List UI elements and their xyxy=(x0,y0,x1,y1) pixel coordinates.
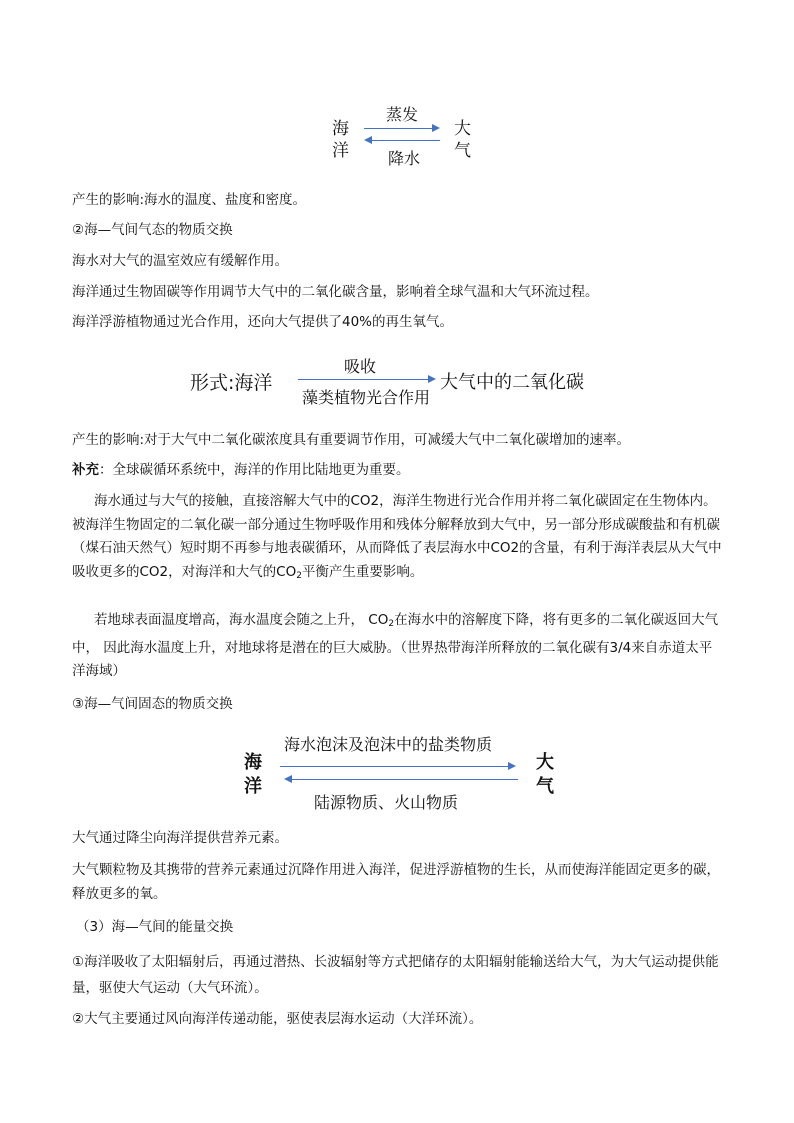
paragraph-temperature xyxy=(72,609,724,684)
diagram3-right-arrow-head xyxy=(508,762,516,770)
diagram2-arrow-head xyxy=(428,375,436,383)
line-influence-2: 产生的影响:对于大气中二氧化碳浓度具有重要调节作用，可减缓大气中二氧化碳增加的速率。 xyxy=(72,432,631,448)
left-arrow xyxy=(370,140,440,141)
paragraph-particles: 大气颗粒物及其携带的营养元素通过沉降作用进入海洋，促进浮游植物的生长，从而使海洋能固定更多的碳，释放更多的氧。 xyxy=(72,862,720,902)
paragraph-carbon-cycle xyxy=(72,490,724,588)
diagram-bottom-label: 降水 xyxy=(388,149,421,168)
supplement-label: 补充 xyxy=(72,462,99,478)
evaporation-diagram xyxy=(320,100,480,168)
diagram2-right: 大气中的二氧化碳 xyxy=(440,372,584,393)
para1-subscript: 2 xyxy=(296,570,302,581)
paragraph-radiation: ①海洋吸收了太阳辐射后，再通过潜热、长波辐射等方式把储存的太阳辐射能输送给大气，为大气运动提供能量，驱使大气运动（大气环流）。 xyxy=(72,954,719,996)
heading-solid-exchange: ③海—气间固态的物质交换 xyxy=(72,696,233,712)
diagram3-bottom-label: 陆源物质、火山物质 xyxy=(314,793,459,812)
right-arrow-head xyxy=(432,124,440,132)
diagram3-left-arrow xyxy=(290,779,518,780)
line-supplement xyxy=(72,461,410,479)
line-carbon-regulation: 海洋通过生物固碳等作用调节大气中的二氧化碳含量，影响着全球气温和大气环流过程。 xyxy=(72,284,599,300)
diagram2-left: 形式:海洋 xyxy=(190,372,273,394)
diagram3-left-bottom: 洋 xyxy=(244,776,262,797)
para2-text-end: 在海水中的溶解度下降，将有更多的二氧化碳返回大气中， 因此海水温度上升，对地球将是潜在的巨大威胁。（世界热带海洋所释放的二氧化碳有3/4来自赤道太平洋海域） xyxy=(72,612,719,679)
diagram-right-top: 大 xyxy=(454,119,471,139)
diagram3-right-arrow xyxy=(280,766,510,767)
diagram3-left-arrow-head xyxy=(284,775,292,783)
diagram3-top-label: 海水泡沫及泡沫中的盐类物质 xyxy=(284,735,493,754)
diagram3-right-top: 大 xyxy=(536,752,554,773)
diagram-right-bottom: 气 xyxy=(454,141,471,161)
line-influence-1: 产生的影响:海水的温度、盐度和密度。 xyxy=(72,192,307,208)
left-arrow-head xyxy=(364,136,372,144)
diagram3-left-top: 海 xyxy=(244,752,262,773)
diagram-left-bottom: 洋 xyxy=(332,141,349,161)
line-greenhouse: 海水对大气的温室效应有缓解作用。 xyxy=(72,253,288,269)
solid-exchange-diagram xyxy=(240,730,570,814)
line-dust: 大气通过降尘向海洋提供营养元素。 xyxy=(72,830,288,846)
diagram-top-label: 蒸发 xyxy=(386,105,419,124)
para1-text: 海水通过与大气的接触，直接溶解大气中的CO2，海洋生物进行光合作用并将二氧化碳固定在生物体内。 被海洋生物固定的二氧化碳一部分通过生物呼吸作用和残体分解释放到大气中，另一部分形成碳酸盐和有机碳（煤石油天然气）短时期不再参与地表碳循环，从而降低了表层海水中CO2的含量，有利于海洋表层从大气中吸收更多的CO2，对海洋和大气的CO xyxy=(72,493,722,580)
diagram-left-top: 海 xyxy=(332,119,349,139)
line-oxygen: 海洋浮游植物通过光合作用，还向大气提供了40%的再生氧气。 xyxy=(72,314,454,330)
co2-absorption-diagram xyxy=(190,354,610,410)
line-wind: ②大气主要通过风向海洋传递动能，驱使表层海水运动（大洋环流）。 xyxy=(72,1011,483,1027)
heading-energy-exchange: （3）海—气间的能量交换 xyxy=(76,919,234,935)
diagram2-top-label: 吸收 xyxy=(344,357,377,376)
para1-text-end: 平衡产生重要影响。 xyxy=(301,563,424,580)
diagram2-arrow xyxy=(298,379,430,380)
supplement-text: ：全球碳循环系统中，海洋的作用比陆地更为重要。 xyxy=(99,462,410,478)
heading-gas-exchange: ②海—气间气态的物质交换 xyxy=(72,222,233,238)
diagram2-bottom-label: 藻类植物光合作用 xyxy=(302,388,431,407)
right-arrow xyxy=(364,128,434,129)
diagram3-right-bottom: 气 xyxy=(536,776,554,797)
para2-subscript: 2 xyxy=(388,619,395,629)
para2-text: 若地球表面温度增高，海水温度会随之上升， CO xyxy=(94,612,389,628)
